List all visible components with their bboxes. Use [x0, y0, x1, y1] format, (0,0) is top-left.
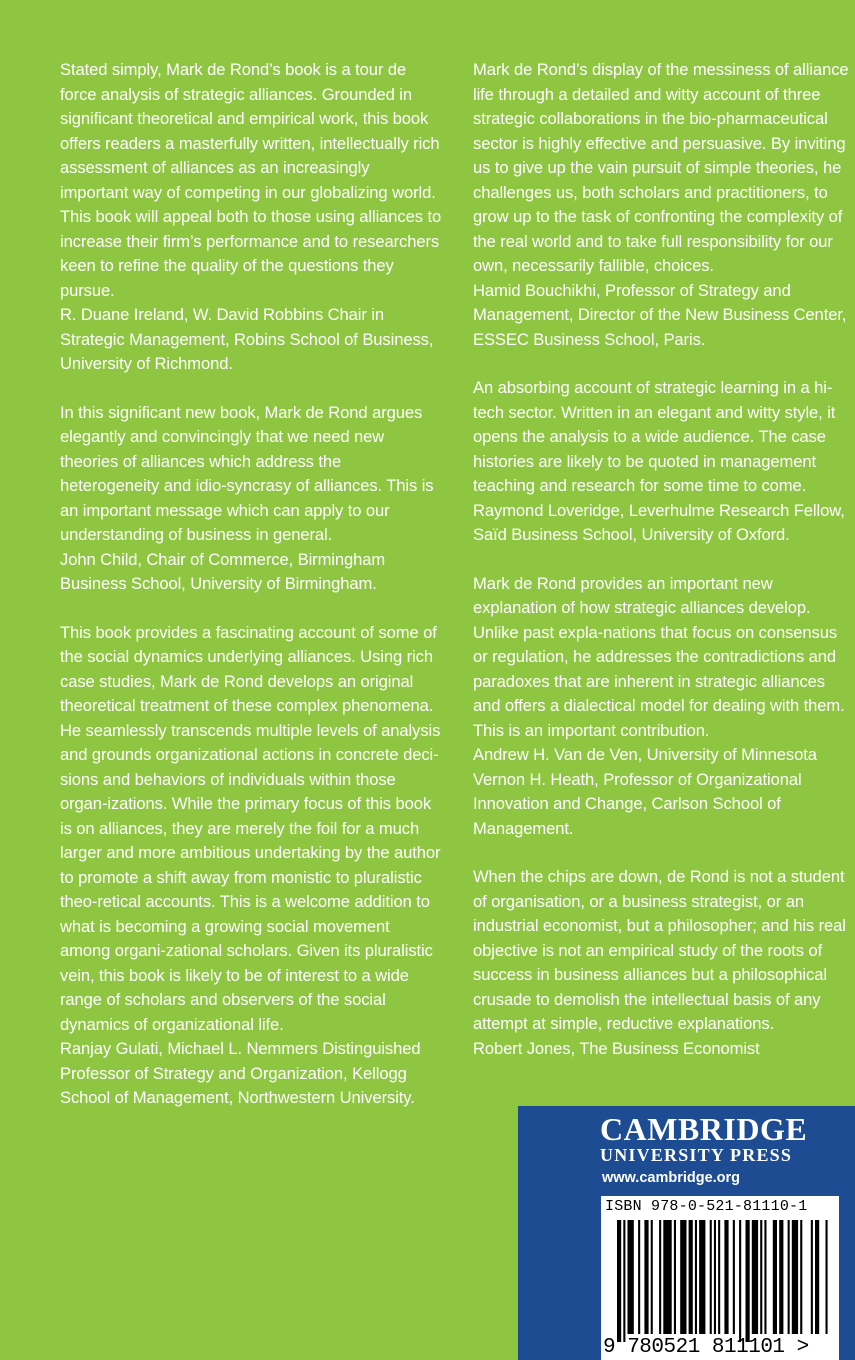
barcode-digits: 9 780521 811101 >: [603, 1336, 809, 1359]
barcode-panel: [601, 1196, 839, 1360]
isbn-label: ISBN 978-0-521-81110-1: [605, 1198, 808, 1215]
barcode-bar: [714, 1220, 716, 1334]
barcode-bar: [651, 1220, 653, 1334]
review-blurb: [473, 376, 851, 548]
left-column: [60, 58, 442, 1135]
review-attribution: Robert Jones, The Business Economist: [473, 1038, 760, 1058]
barcode-bar: [792, 1220, 798, 1334]
review-attribution: Ranjay Gulati, Michael L. Nemmers Distinguished Professor of Strategy and Organization, Kellogg School of Management, Northwestern University.: [60, 1039, 421, 1107]
review-blurb: [60, 58, 442, 377]
review-quote: Stated simply, Mark de Rond’s book is a tour de force analysis of strategic alliances. Grounded in significant theoretical and empirical work, this book offers readers a masterfully written, intellectually rich assessment of alliances as an increasingly important way of competing in our globalizing world. This book will appeal both to those using alliances to increase their firm’s performance and to researchers keen to refine the quality of the questions they pursue.: [60, 60, 442, 300]
review-attribution: Raymond Loveridge, Leverhulme Research Fellow, Saïd Business School, University of Oxford.: [473, 500, 845, 544]
review-quote: An absorbing account of strategic learning in a hi-tech sector. Written in an elegant and witty style, it opens the analysis to a wide audience. The case histories are likely to be quoted in management teaching and research for some time to come.: [473, 378, 836, 495]
review-attribution: R. Duane Ireland, W. David Robbins Chair in Strategic Management, Robins School of Business, University of Richmond.: [60, 305, 434, 373]
review-attribution: Hamid Bouchikhi, Professor of Strategy and Management, Director of the New Business Center, ESSEC Business School, Paris.: [473, 280, 847, 349]
review-quote: Mark de Rond provides an important new explanation of how strategic alliances develop. Unlike past expla-nations that focus on consensus or regulation, he addresses the contradictions and paradoxes that are inherent in strategic alliances and offers a dialectical model for dealing with them. This is an important contribution.: [473, 573, 845, 740]
barcode-bar: [779, 1220, 783, 1334]
barcode-bar: [800, 1220, 802, 1334]
barcode-bar: [826, 1220, 828, 1334]
review-blurb: [473, 865, 851, 1061]
barcode-bar: [617, 1220, 621, 1342]
barcode-bar: [752, 1220, 758, 1334]
barcode-bar: [674, 1220, 676, 1334]
barcode-bar: [699, 1220, 705, 1334]
review-blurb: [60, 621, 442, 1111]
barcode-bar: [628, 1220, 634, 1334]
right-column: [473, 58, 851, 1085]
publisher-box: [518, 1106, 855, 1360]
barcode-bar: [811, 1220, 813, 1334]
review-quote: Mark de Rond’s display of the messiness of alliance life through a detailed and witty account of three strategic collaborations in the bio-pharmaceutical sector is highly effective and persuasive. By inviting us to give up the vain pursuit of simple theories, he challenges us, both scholars and practitioners, to grow up to the task of confronting the complexity of the real world and to take full responsibility for our own, necessarily fallible, choices.: [473, 60, 849, 275]
publisher-subtitle: UNIVERSITY PRESS: [600, 1145, 793, 1165]
review-attribution-secondary: Vernon H. Heath, Professor of Organizational Innovation and Change, Carlson School of Management.: [473, 769, 802, 838]
barcode-bar: [733, 1220, 735, 1334]
barcode-bar: [724, 1220, 728, 1334]
barcode-bar: [659, 1220, 661, 1334]
review-quote: In this significant new book, Mark de Rond argues elegantly and convincingly that we need new theories of alliances which address the heterogeneity and idio-syncrasy of alliances. This is an important message which can apply to our understanding of business in general.: [60, 402, 434, 544]
review-blurb: [473, 572, 851, 842]
review-attribution: Andrew H. Van de Ven, University of Minnesota: [473, 745, 817, 764]
barcode-bar: [644, 1220, 648, 1334]
barcode-bar: [663, 1220, 671, 1334]
barcode-bar: [773, 1220, 777, 1334]
barcode-bar: [788, 1220, 790, 1334]
review-quote: When the chips are down, de Rond is not a student of organisation, or a business strategist, or an industrial economist, but a philosopher; and his real objective is not an empirical study of the roots of success in business alliances but a philosophical crusade to demolish the intellectual basis of any attempt at simple, reductive explanations.: [473, 867, 846, 1033]
barcode-bar: [718, 1220, 720, 1334]
publisher-url[interactable]: www.cambridge.org: [602, 1170, 741, 1186]
barcode-bar: [623, 1220, 625, 1342]
review-blurb: [473, 58, 851, 352]
barcode-bar: [815, 1220, 819, 1334]
publisher-name: CAMBRIDGE: [600, 1111, 808, 1147]
barcode-bar: [638, 1220, 640, 1334]
barcode-bar: [739, 1220, 741, 1342]
barcode-bar: [695, 1220, 697, 1334]
barcode-bar: [764, 1220, 766, 1334]
barcode-bar: [760, 1220, 762, 1334]
barcode-bar: [680, 1220, 686, 1334]
review-blurb: [60, 401, 442, 597]
barcode-bar: [746, 1220, 750, 1342]
barcode-bar: [689, 1220, 693, 1334]
review-quote: This book provides a fascinating account of some of the social dynamics underlying alliances. Using rich case studies, Mark de Rond develops an original theoretical treatment of these complex phenomena. He seamlessly transcends multiple levels of analysis and grounds organizational actions in concrete deci-sions and behaviors of individuals within those organ-izations. While the primary focus of this book is on alliances, they are merely the foil for a much larger and more ambitious undertaking by the author to promote a shift away from monistic to pluralistic theo-retical accounts. This is a welcome addition to what is becoming a growing social movement among organi-zational scholars. Given its pluralistic vein, this book is likely to be of interest to a wide range of scholars and observers of the social dynamics of organizational life.: [60, 622, 441, 1034]
barcode-bar: [710, 1220, 712, 1334]
review-attribution: John Child, Chair of Commerce, Birmingham Business School, University of Birmingham.: [60, 549, 386, 593]
